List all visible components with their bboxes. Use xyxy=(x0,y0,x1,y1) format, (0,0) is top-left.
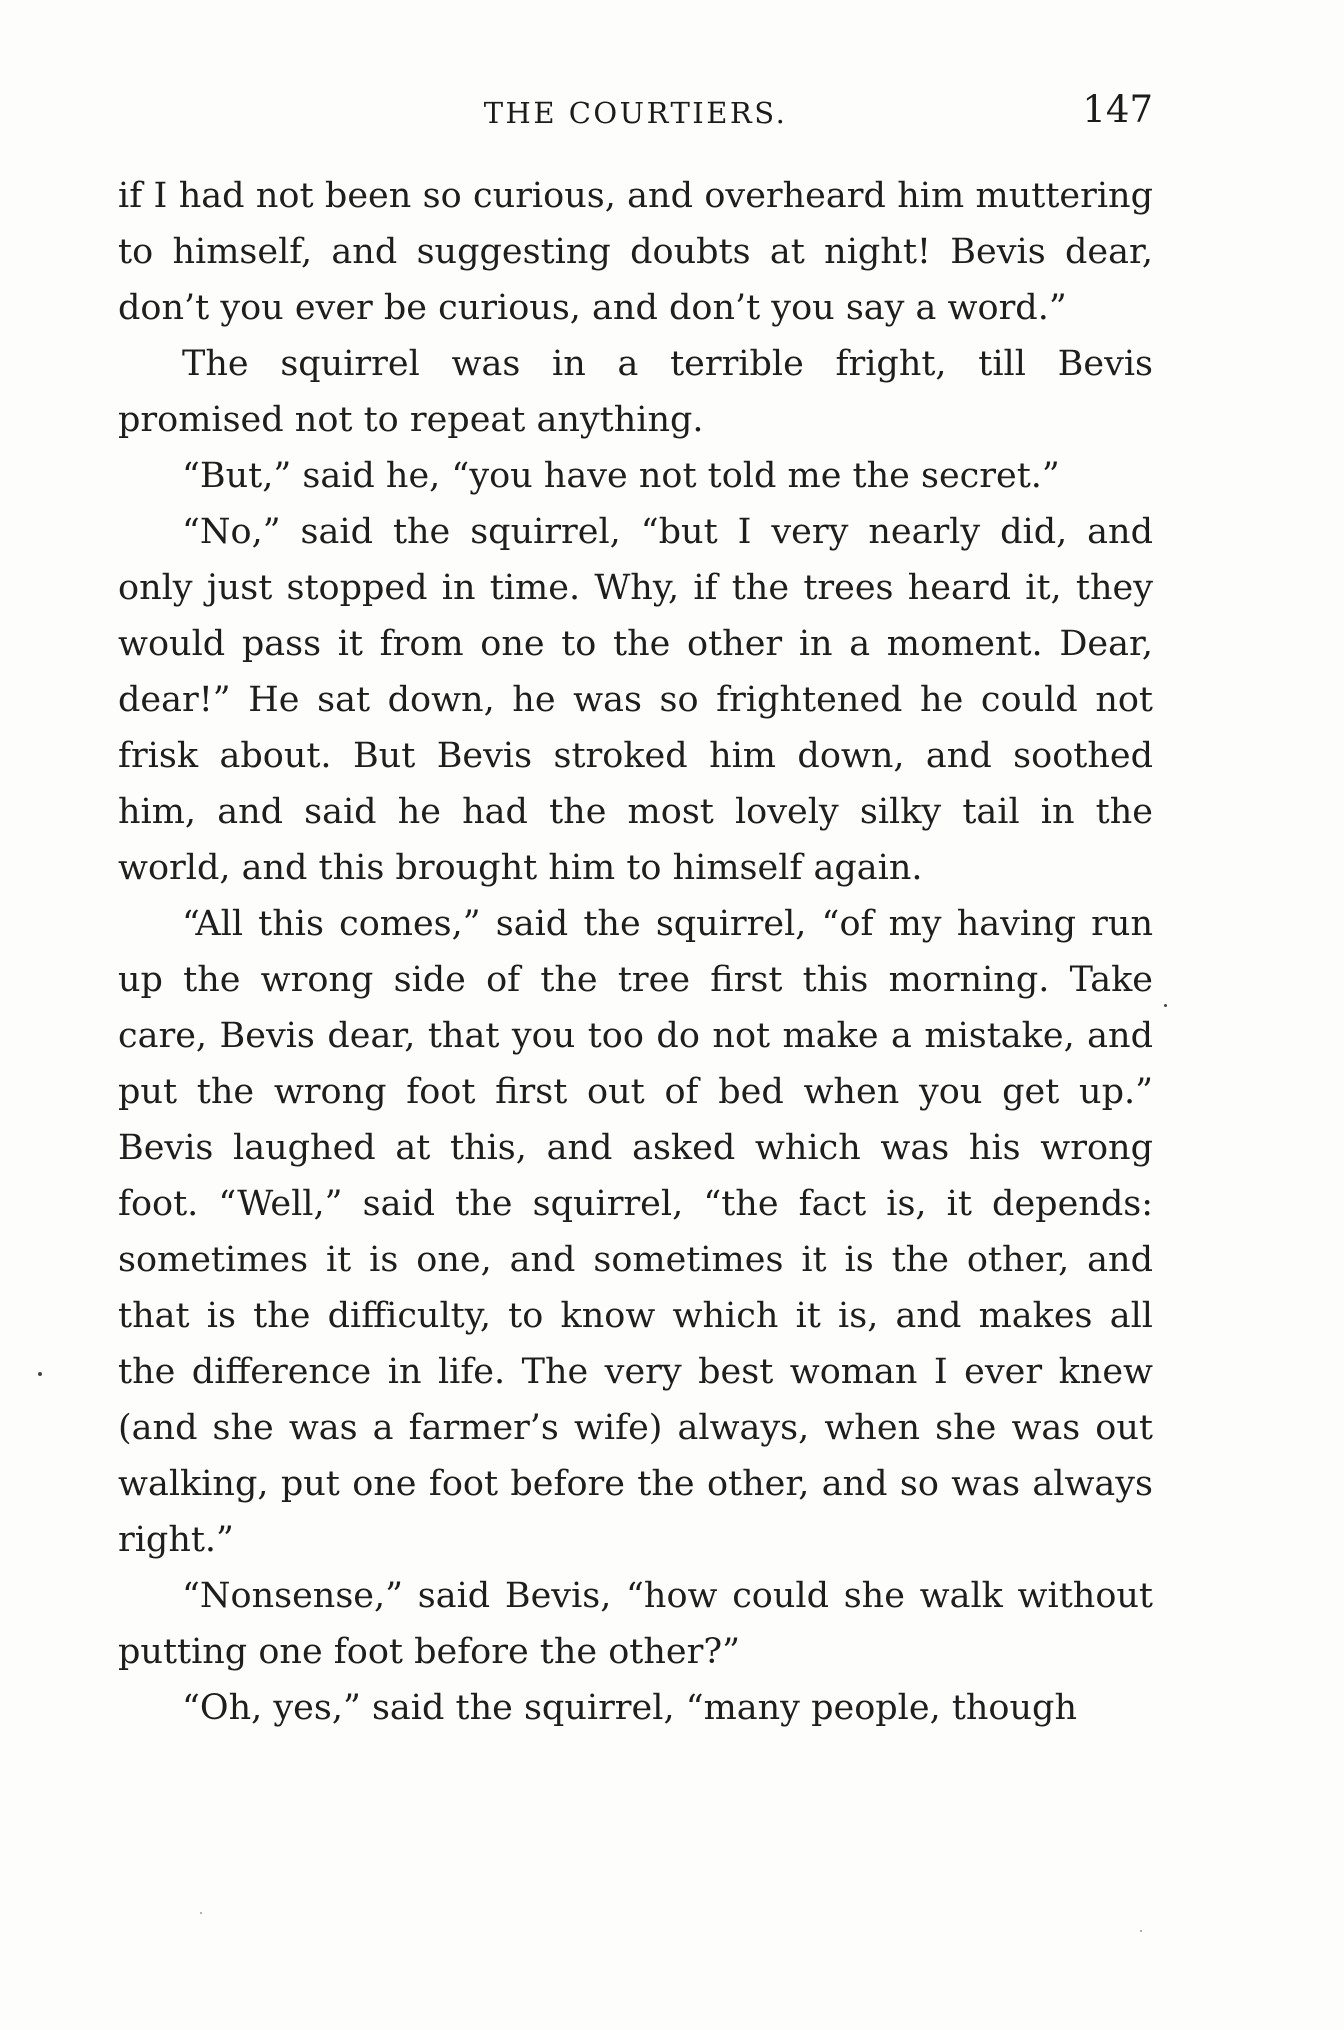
paragraph: “Nonsense,” said Bevis, “how could she walk without putting one foot before the other?” xyxy=(118,1576,1153,1672)
page-header xyxy=(118,86,1153,146)
body-text xyxy=(118,168,1153,1736)
ink-speck xyxy=(38,1372,42,1376)
paragraph: “All this comes,” said the squirrel, “of my having run up the wrong side of the tree first this morning. Take care, Bevis dear, that you too do not make a mistake, and put the wrong foot first out of bed when you get up.” Bevis laughed at this, and asked which was his wrong foot. “Well,” said the squirrel, “the fact is, it depends: sometimes it is one, and sometimes it is the other, and that is the difficulty, to know which it is, and makes all the difference in life. The very best woman I ever knew (and she was a farmer’s wife) always, when she was out walking, put one foot before the other, and so was always right.” xyxy=(118,904,1153,1560)
paragraph: if I had not been so curious, and overheard him muttering to himself, and suggesting doubts at night! Bevis dear, don’t you ever be curious, and don’t you say a word.” xyxy=(118,176,1153,328)
ink-speck xyxy=(1140,1930,1142,1932)
paragraph: The squirrel was in a terrible fright, till Bevis promised not to repeat anything. xyxy=(118,344,1153,440)
page-number: 147 xyxy=(1082,88,1153,131)
ink-speck xyxy=(1164,1004,1167,1007)
paragraph: “No,” said the squirrel, “but I very nearly did, and only just stopped in time. Why, if the trees heard it, they would pass it from one to the other in a moment. Dear, dear!” He sat down, he was so frightened he could not frisk about. But Bevis stroked him down, and soothed him, and said he had the most lovely silky tail in the world, and this brought him to himself again. xyxy=(118,512,1153,888)
running-title: THE COURTIERS. xyxy=(483,96,788,130)
ink-speck xyxy=(200,1912,202,1914)
paragraph: “Oh, yes,” said the squirrel, “many people, though xyxy=(182,1688,1077,1728)
paragraph: “But,” said he, “you have not told me the secret.” xyxy=(182,456,1060,496)
